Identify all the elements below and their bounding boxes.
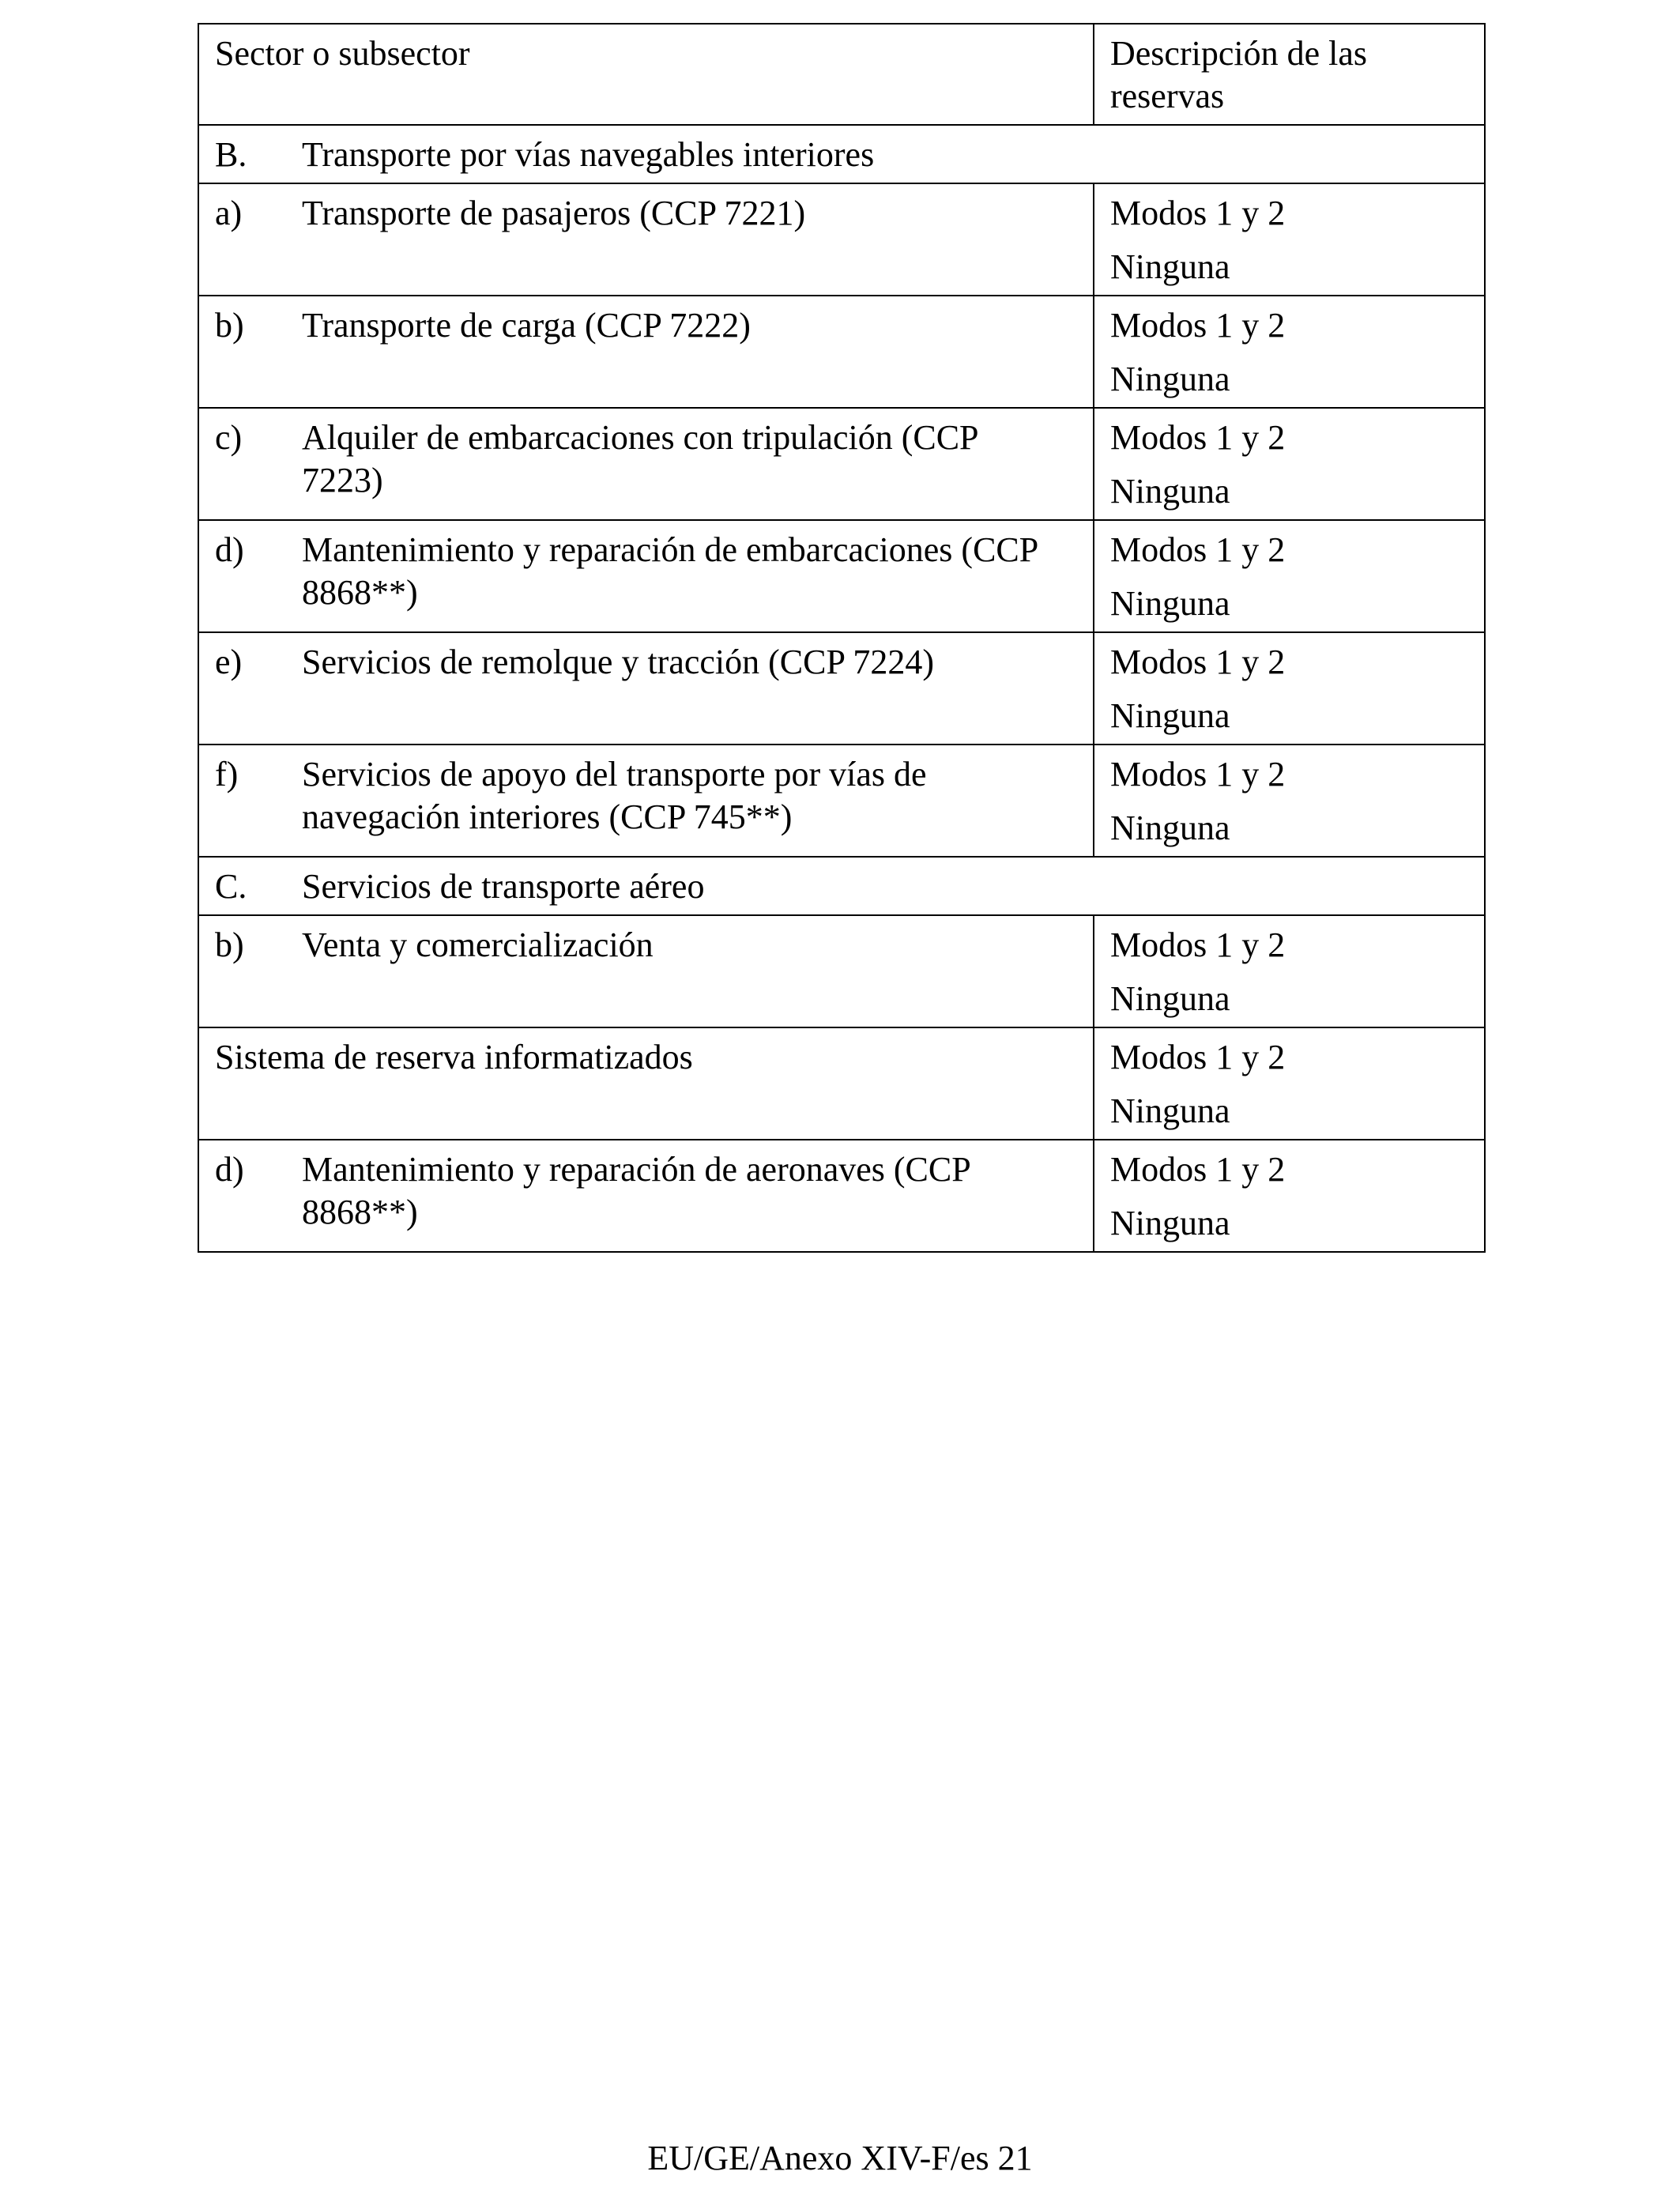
description-cell — [1094, 1140, 1485, 1252]
table-row — [198, 296, 1485, 408]
sector-cell — [198, 183, 1094, 296]
section-c-letter: C. — [215, 867, 247, 906]
table-row — [198, 1027, 1485, 1140]
table-row — [198, 408, 1485, 520]
sector-cell — [198, 520, 1094, 632]
description-cell — [1094, 745, 1485, 857]
row-modes: Modos 1 y 2 — [1110, 1150, 1286, 1189]
row-letter: f) — [215, 755, 239, 794]
row-modes: Modos 1 y 2 — [1110, 306, 1286, 345]
row-modes: Modos 1 y 2 — [1110, 194, 1286, 232]
section-c-cell — [198, 857, 1485, 915]
row-reservation: Ninguna — [1110, 472, 1230, 511]
row-modes: Modos 1 y 2 — [1110, 925, 1286, 964]
description-cell — [1094, 408, 1485, 520]
sector-cell — [198, 632, 1094, 745]
row-reservation: Ninguna — [1110, 979, 1230, 1018]
description-cell — [1094, 296, 1485, 408]
reservations-table — [198, 23, 1486, 1253]
row-reservation: Ninguna — [1110, 809, 1230, 847]
row-sector-text: Alquiler de embarcaciones con tripulación (CCP 7223) — [302, 418, 977, 499]
row-letter: b) — [215, 925, 244, 964]
section-c-title: Servicios de transporte aéreo — [302, 867, 705, 906]
description-cell — [1094, 183, 1485, 296]
section-row-b — [198, 125, 1485, 183]
section-b-cell — [198, 125, 1485, 183]
sector-cell — [198, 1140, 1094, 1252]
row-letter: a) — [215, 194, 243, 232]
section-b-letter: B. — [215, 135, 247, 174]
description-cell — [1094, 632, 1485, 745]
description-cell — [1094, 915, 1485, 1027]
sector-cell — [198, 745, 1094, 857]
row-sector-text: Servicios de apoyo del transporte por vías de navegación interiores (CCP 745**) — [302, 755, 927, 836]
row-letter: d) — [215, 1150, 244, 1189]
table-row — [198, 745, 1485, 857]
section-b-title: Transporte por vías navegables interiores — [302, 135, 875, 174]
row-modes: Modos 1 y 2 — [1110, 1038, 1286, 1076]
row-letter: d) — [215, 530, 244, 569]
table-row — [198, 915, 1485, 1027]
description-cell — [1094, 1027, 1485, 1140]
row-sector-text: Mantenimiento y reparación de embarcaciones (CCP 8868**) — [302, 530, 1038, 612]
row-reservation: Ninguna — [1110, 1091, 1230, 1130]
header-sector-cell: Sector o subsector — [198, 24, 1094, 125]
row-letter: c) — [215, 418, 243, 457]
row-reservation: Ninguna — [1110, 584, 1230, 623]
row-sector-text: Transporte de carga (CCP 7222) — [302, 306, 751, 345]
row-sector-text: Venta y comercialización — [302, 925, 654, 964]
row-letter: e) — [215, 643, 243, 681]
row-modes: Modos 1 y 2 — [1110, 418, 1286, 457]
row-modes: Modos 1 y 2 — [1110, 530, 1286, 569]
description-cell — [1094, 520, 1485, 632]
row-letter: b) — [215, 306, 244, 345]
table-row — [198, 1140, 1485, 1252]
row-sector-text: Mantenimiento y reparación de aeronaves (CCP 8868**) — [302, 1150, 970, 1231]
row-reservation: Ninguna — [1110, 360, 1230, 398]
sector-cell — [198, 1027, 1094, 1140]
sector-cell — [198, 296, 1094, 408]
sector-cell — [198, 408, 1094, 520]
table-row — [198, 183, 1485, 296]
table-row — [198, 632, 1485, 745]
page-footer: EU/GE/Anexo XIV-F/es 21 — [647, 2139, 1033, 2177]
row-modes: Modos 1 y 2 — [1110, 755, 1286, 794]
row-modes: Modos 1 y 2 — [1110, 643, 1286, 681]
row-reservation: Ninguna — [1110, 696, 1230, 735]
row-sector-text: Servicios de remolque y tracción (CCP 7224) — [302, 643, 934, 681]
row-sector-text: Sistema de reserva informatizados — [215, 1038, 693, 1076]
table-header-row — [198, 24, 1485, 125]
header-description-cell: Descripción de las reservas — [1094, 24, 1485, 125]
section-row-c — [198, 857, 1485, 915]
table-row — [198, 520, 1485, 632]
row-reservation: Ninguna — [1110, 247, 1230, 286]
sector-cell — [198, 915, 1094, 1027]
row-sector-text: Transporte de pasajeros (CCP 7221) — [302, 194, 806, 232]
row-reservation: Ninguna — [1110, 1204, 1230, 1242]
